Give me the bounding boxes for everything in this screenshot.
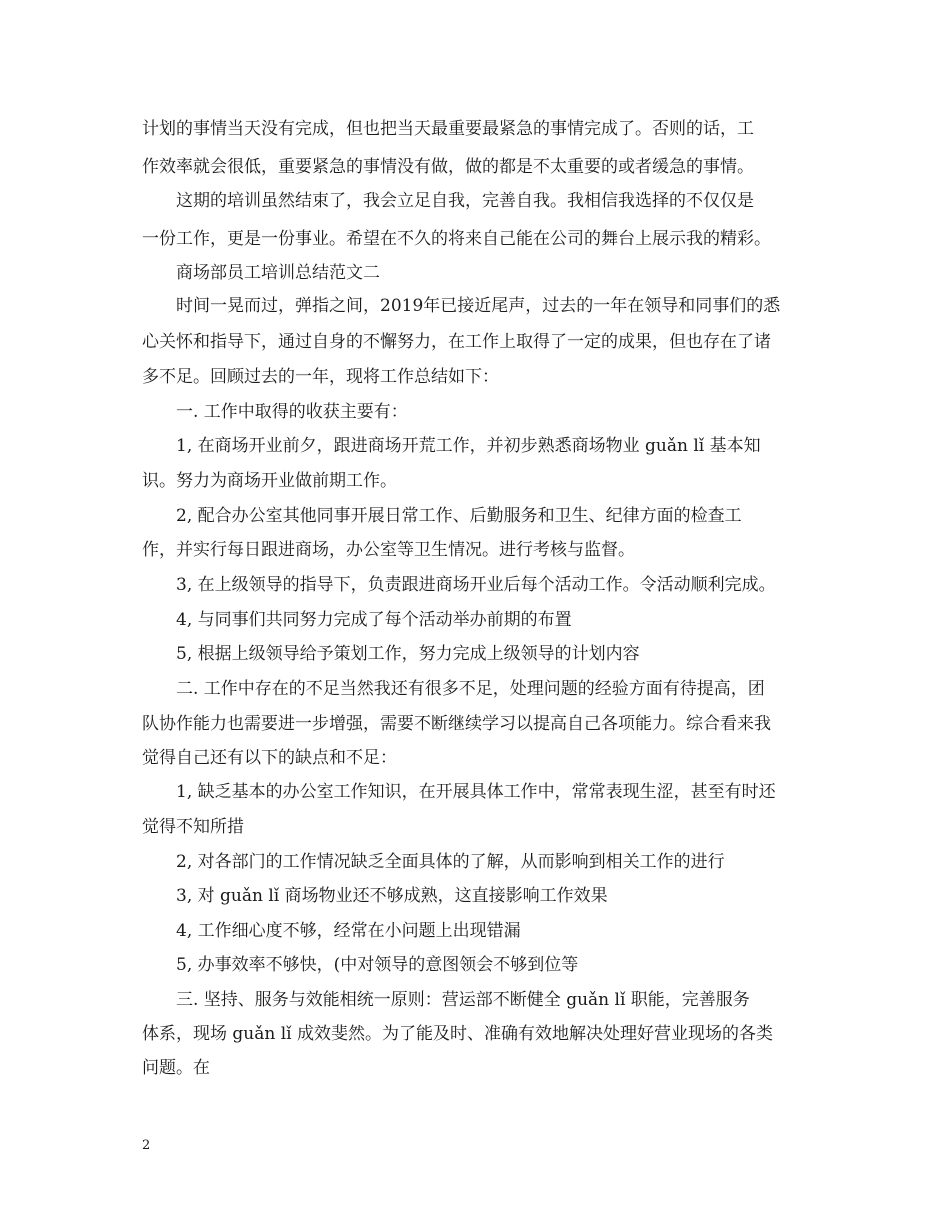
list-heading: 三. 坚持、服务与效能相统一原则：营运部不断健全 guǎn lǐ 职能，完善服务 xyxy=(176,990,750,1010)
text-line: 觉得不知所措 xyxy=(142,817,244,837)
text-line: 体系，现场 guǎn lǐ 成效斐然。为了能及时、准确有效地解决处理好营业现场的各类 xyxy=(142,1024,773,1044)
list-heading: 二. 工作中存在的不足当然我还有很多不足，处理问题的经验方面有待提高，团 xyxy=(176,679,765,699)
list-item: 4, 工作细心度不够，经常在小问题上出现错漏 xyxy=(176,921,521,941)
list-item: 5, 根据上级领导给予策划工作，努力完成上级领导的计划内容 xyxy=(176,644,640,664)
text-line: 一份工作，更是一份事业。希望在不久的将来自己能在公司的舞台上展示我的精彩。 xyxy=(142,229,771,249)
list-item: 5, 办事效率不够快，(中对领导的意图领会不够到位等 xyxy=(176,955,579,975)
text-line: 时间一晃而过，弹指之间，2019年已接近尾声，过去的一年在领导和同事们的悉 xyxy=(176,296,781,316)
text-line: 作，并实行每日跟进商场，办公室等卫生情况。进行考核与监督。 xyxy=(142,540,635,560)
text-line: 识。努力为商场开业做前期工作。 xyxy=(142,471,397,491)
text-line: 队协作能力也需要进一步增强，需要不断继续学习以提高自己各项能力。综合看来我 xyxy=(142,714,771,734)
list-item: 3, 在上级领导的指导下，负责跟进商场开业后每个活动工作。令活动顺利完成。 xyxy=(176,575,776,595)
list-item: 2, 配合办公室其他同事开展日常工作、后勤服务和卫生、纪律方面的检查工 xyxy=(176,506,742,526)
text-line: 作效率就会很低，重要紧急的事情没有做，做的都是不太重要的或者缓急的事情。 xyxy=(142,157,754,177)
list-heading: 一. 工作中取得的收获主要有： xyxy=(176,402,408,422)
list-item: 2, 对各部门的工作情况缺乏全面具体的了解，从而影响到相关工作的进行 xyxy=(176,852,725,872)
text-line: 这期的培训虽然结束了，我会立足自我，完善自我。我相信我选择的不仅仅是 xyxy=(176,191,754,211)
list-item: 1, 缺乏基本的办公室工作知识，在开展具体工作中，常常表现生涩，甚至有时还 xyxy=(176,782,776,802)
text-line: 问题。在 xyxy=(142,1058,210,1078)
text-line: 计划的事情当天没有完成，但也把当天最重要最紧急的事情完成了。否则的话，工 xyxy=(142,119,754,139)
list-item: 3, 对 guǎn lǐ 商场物业还不够成熟，这直接影响工作效果 xyxy=(176,886,608,906)
list-item: 1, 在商场开业前夕，跟进商场开荒工作，并初步熟悉商场物业 guǎn lǐ 基本知 xyxy=(176,436,761,456)
section-title: 商场部员工培训总结范文二 xyxy=(176,263,380,283)
list-item: 4, 与同事们共同努力完成了每个活动举办前期的布置 xyxy=(176,610,572,630)
text-line: 多不足。回顾过去的一年，现将工作总结如下： xyxy=(142,367,499,387)
page-number: 2 xyxy=(142,1138,151,1153)
text-line: 心关怀和指导下，通过自身的不懈努力，在工作上取得了一定的成果，但也存在了诸 xyxy=(142,332,771,352)
text-line: 觉得自己还有以下的缺点和不足： xyxy=(142,748,397,768)
